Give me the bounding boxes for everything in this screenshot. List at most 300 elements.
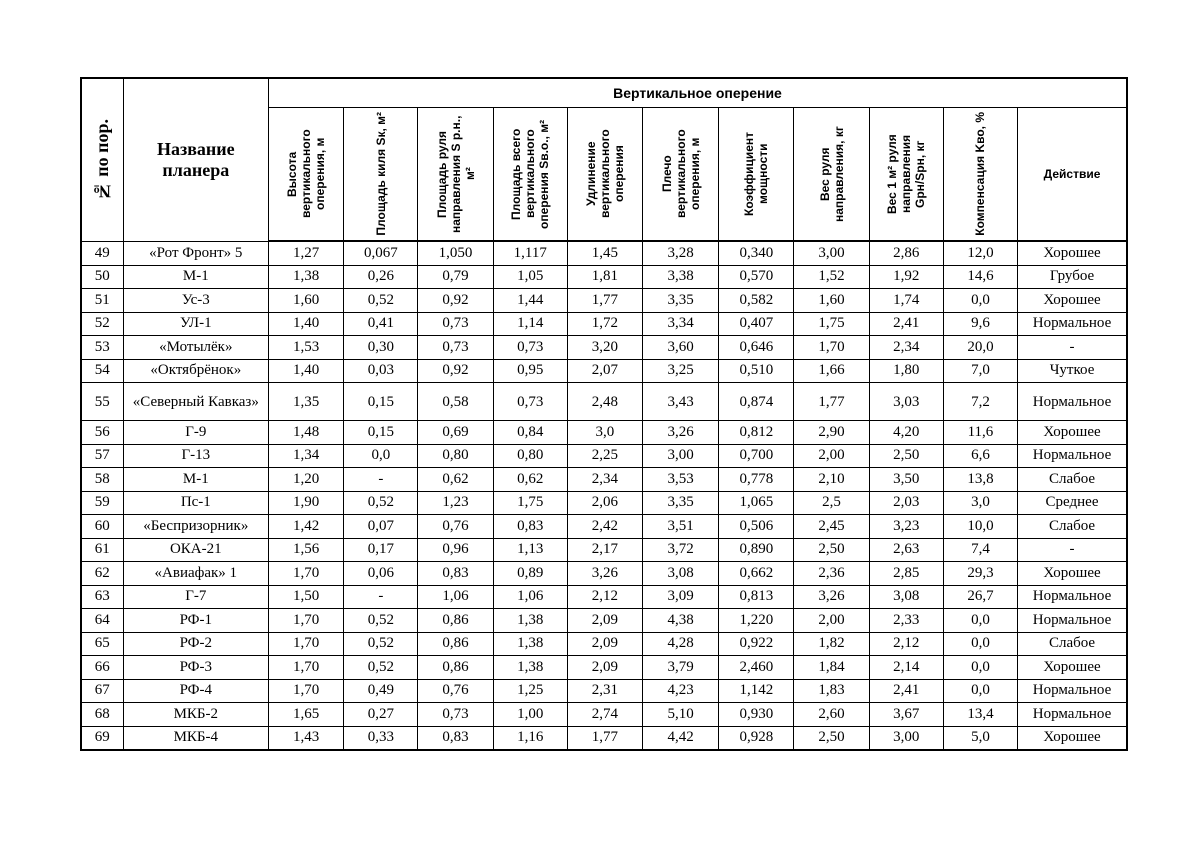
value-cell: 1,050 bbox=[418, 241, 493, 265]
header-col-1 bbox=[269, 108, 344, 242]
table-row bbox=[81, 336, 1127, 360]
value-cell: 3,50 bbox=[869, 468, 943, 492]
value-cell: 3,0 bbox=[567, 421, 642, 445]
action-cell: Хорошее bbox=[1018, 562, 1127, 586]
value-cell: 0,15 bbox=[344, 383, 418, 421]
value-cell: 1,48 bbox=[269, 421, 344, 445]
value-cell: 0,812 bbox=[719, 421, 794, 445]
glider-name-cell: «Рот Фронт» 5 bbox=[123, 241, 268, 265]
row-number-cell: 49 bbox=[81, 241, 123, 265]
action-cell: Чуткое bbox=[1018, 359, 1127, 383]
table-row bbox=[81, 585, 1127, 609]
action-cell: Хорошее bbox=[1018, 656, 1127, 680]
value-cell: 1,82 bbox=[794, 632, 869, 656]
value-cell: 0,73 bbox=[493, 383, 567, 421]
glider-name-cell: «Северный Кавказ» bbox=[123, 383, 268, 421]
value-cell: 12,0 bbox=[943, 241, 1017, 265]
value-cell: 1,220 bbox=[719, 609, 794, 633]
value-cell: 0,922 bbox=[719, 632, 794, 656]
value-cell: 4,28 bbox=[643, 632, 719, 656]
value-cell: 0,778 bbox=[719, 468, 794, 492]
value-cell: 2,60 bbox=[794, 703, 869, 727]
row-number-cell: 55 bbox=[81, 383, 123, 421]
header-number-label: № по пор. bbox=[92, 118, 113, 201]
value-cell: 1,27 bbox=[269, 241, 344, 265]
value-cell: 3,08 bbox=[869, 585, 943, 609]
header-col-1-label: Высота вертикального оперения, м bbox=[285, 129, 328, 219]
value-cell: 0,73 bbox=[418, 312, 493, 336]
value-cell: 2,31 bbox=[567, 679, 642, 703]
header-glider-name bbox=[123, 78, 268, 241]
value-cell: 0,52 bbox=[344, 491, 418, 515]
value-cell: 0,83 bbox=[493, 515, 567, 539]
value-cell: 0,58 bbox=[418, 383, 493, 421]
value-cell: 2,41 bbox=[869, 312, 943, 336]
header-col-5 bbox=[567, 108, 642, 242]
value-cell: 2,17 bbox=[567, 538, 642, 562]
value-cell: 0,07 bbox=[344, 515, 418, 539]
value-cell: 2,12 bbox=[869, 632, 943, 656]
value-cell: 1,38 bbox=[493, 632, 567, 656]
value-cell: 7,2 bbox=[943, 383, 1017, 421]
value-cell: 1,90 bbox=[269, 491, 344, 515]
value-cell: 1,44 bbox=[493, 289, 567, 313]
value-cell: 2,33 bbox=[869, 609, 943, 633]
value-cell: 3,43 bbox=[643, 383, 719, 421]
row-number-cell: 65 bbox=[81, 632, 123, 656]
header-glider-name-label: Название планера bbox=[156, 138, 235, 180]
value-cell: 1,38 bbox=[493, 609, 567, 633]
value-cell: 0,0 bbox=[943, 289, 1017, 313]
glider-name-cell: М-1 bbox=[123, 468, 268, 492]
value-cell: 2,5 bbox=[794, 491, 869, 515]
value-cell: 0,76 bbox=[418, 679, 493, 703]
table-row bbox=[81, 609, 1127, 633]
value-cell: 0,874 bbox=[719, 383, 794, 421]
value-cell: 2,03 bbox=[869, 491, 943, 515]
header-col-6 bbox=[643, 108, 719, 242]
table-row bbox=[81, 421, 1127, 445]
action-cell: - bbox=[1018, 538, 1127, 562]
action-cell: Хорошее bbox=[1018, 421, 1127, 445]
header-col-3 bbox=[418, 108, 493, 242]
glider-name-cell: Г-9 bbox=[123, 421, 268, 445]
table-row bbox=[81, 538, 1127, 562]
row-number-cell: 60 bbox=[81, 515, 123, 539]
row-number-cell: 62 bbox=[81, 562, 123, 586]
value-cell: 0,33 bbox=[344, 726, 418, 750]
header-col-2 bbox=[344, 108, 418, 242]
value-cell: 4,38 bbox=[643, 609, 719, 633]
row-number-cell: 61 bbox=[81, 538, 123, 562]
value-cell: 2,50 bbox=[794, 538, 869, 562]
row-number-cell: 54 bbox=[81, 359, 123, 383]
value-cell: 1,81 bbox=[567, 265, 642, 289]
value-cell: - bbox=[344, 585, 418, 609]
value-cell: 2,25 bbox=[567, 444, 642, 468]
value-cell: 1,70 bbox=[794, 336, 869, 360]
header-col-10 bbox=[943, 108, 1017, 242]
header-col-9 bbox=[869, 108, 943, 242]
value-cell: 0,06 bbox=[344, 562, 418, 586]
value-cell: 0,928 bbox=[719, 726, 794, 750]
value-cell: 2,00 bbox=[794, 444, 869, 468]
value-cell: 1,77 bbox=[567, 726, 642, 750]
value-cell: 1,53 bbox=[269, 336, 344, 360]
value-cell: 0,73 bbox=[418, 336, 493, 360]
glider-name-cell: «Беспризорник» bbox=[123, 515, 268, 539]
value-cell: 2,10 bbox=[794, 468, 869, 492]
value-cell: 2,460 bbox=[719, 656, 794, 680]
action-cell: Слабое bbox=[1018, 515, 1127, 539]
value-cell: 0,646 bbox=[719, 336, 794, 360]
value-cell: 1,70 bbox=[269, 656, 344, 680]
value-cell: 2,74 bbox=[567, 703, 642, 727]
row-number-cell: 50 bbox=[81, 265, 123, 289]
header-action bbox=[1018, 108, 1127, 242]
value-cell: 0,49 bbox=[344, 679, 418, 703]
value-cell: 2,34 bbox=[567, 468, 642, 492]
table-row bbox=[81, 359, 1127, 383]
value-cell: 1,70 bbox=[269, 562, 344, 586]
value-cell: 0,03 bbox=[344, 359, 418, 383]
table-row bbox=[81, 632, 1127, 656]
value-cell: 1,50 bbox=[269, 585, 344, 609]
value-cell: 0,17 bbox=[344, 538, 418, 562]
value-cell: 0,69 bbox=[418, 421, 493, 445]
value-cell: 0,27 bbox=[344, 703, 418, 727]
value-cell: 3,26 bbox=[643, 421, 719, 445]
value-cell: 1,117 bbox=[493, 241, 567, 265]
value-cell: 1,60 bbox=[794, 289, 869, 313]
header-col-7 bbox=[719, 108, 794, 242]
value-cell: 1,25 bbox=[493, 679, 567, 703]
value-cell: 1,84 bbox=[794, 656, 869, 680]
value-cell: 1,56 bbox=[269, 538, 344, 562]
value-cell: 3,00 bbox=[643, 444, 719, 468]
value-cell: 3,35 bbox=[643, 491, 719, 515]
header-col-8-label: Вес руля направления, кг bbox=[817, 126, 846, 222]
value-cell: 1,75 bbox=[794, 312, 869, 336]
glider-name-cell: РФ-2 bbox=[123, 632, 268, 656]
value-cell: 0,26 bbox=[344, 265, 418, 289]
value-cell: 2,14 bbox=[869, 656, 943, 680]
value-cell: 4,20 bbox=[869, 421, 943, 445]
value-cell: 2,48 bbox=[567, 383, 642, 421]
value-cell: 3,60 bbox=[643, 336, 719, 360]
glider-name-cell: РФ-1 bbox=[123, 609, 268, 633]
row-number-cell: 67 bbox=[81, 679, 123, 703]
value-cell: 0,15 bbox=[344, 421, 418, 445]
value-cell: 3,38 bbox=[643, 265, 719, 289]
value-cell: 2,07 bbox=[567, 359, 642, 383]
value-cell: 2,42 bbox=[567, 515, 642, 539]
row-number-cell: 57 bbox=[81, 444, 123, 468]
value-cell: 1,80 bbox=[869, 359, 943, 383]
value-cell: 0,0 bbox=[943, 679, 1017, 703]
value-cell: 0,52 bbox=[344, 632, 418, 656]
glider-name-cell: ОКА-21 bbox=[123, 538, 268, 562]
action-cell: Грубое bbox=[1018, 265, 1127, 289]
row-number-cell: 51 bbox=[81, 289, 123, 313]
value-cell: 0,407 bbox=[719, 312, 794, 336]
value-cell: 2,06 bbox=[567, 491, 642, 515]
value-cell: 0,52 bbox=[344, 656, 418, 680]
value-cell: 0,80 bbox=[418, 444, 493, 468]
value-cell: 1,75 bbox=[493, 491, 567, 515]
value-cell: 3,03 bbox=[869, 383, 943, 421]
value-cell: 0,84 bbox=[493, 421, 567, 445]
table-row bbox=[81, 491, 1127, 515]
value-cell: 1,65 bbox=[269, 703, 344, 727]
value-cell: 1,42 bbox=[269, 515, 344, 539]
value-cell: 11,6 bbox=[943, 421, 1017, 445]
action-cell: - bbox=[1018, 336, 1127, 360]
value-cell: 2,45 bbox=[794, 515, 869, 539]
value-cell: 0,30 bbox=[344, 336, 418, 360]
value-cell: 1,72 bbox=[567, 312, 642, 336]
row-number-cell: 66 bbox=[81, 656, 123, 680]
value-cell: 3,00 bbox=[794, 241, 869, 265]
value-cell: 0,506 bbox=[719, 515, 794, 539]
table-row bbox=[81, 726, 1127, 750]
value-cell: 1,14 bbox=[493, 312, 567, 336]
value-cell: 1,70 bbox=[269, 609, 344, 633]
value-cell: 1,77 bbox=[794, 383, 869, 421]
value-cell: 0,80 bbox=[493, 444, 567, 468]
row-number-cell: 56 bbox=[81, 421, 123, 445]
header-col-4 bbox=[493, 108, 567, 242]
value-cell: 0,92 bbox=[418, 359, 493, 383]
value-cell: 2,09 bbox=[567, 656, 642, 680]
value-cell: 0,340 bbox=[719, 241, 794, 265]
value-cell: 1,35 bbox=[269, 383, 344, 421]
value-cell: 2,85 bbox=[869, 562, 943, 586]
action-cell: Среднее bbox=[1018, 491, 1127, 515]
table-row bbox=[81, 383, 1127, 421]
value-cell: 3,67 bbox=[869, 703, 943, 727]
row-number-cell: 69 bbox=[81, 726, 123, 750]
value-cell: 3,00 bbox=[869, 726, 943, 750]
value-cell: 9,6 bbox=[943, 312, 1017, 336]
value-cell: 1,38 bbox=[269, 265, 344, 289]
header-number bbox=[81, 78, 123, 241]
header-col-2-label: Площадь киля Sк, м² bbox=[373, 112, 388, 236]
value-cell: 2,09 bbox=[567, 632, 642, 656]
action-cell: Хорошее bbox=[1018, 726, 1127, 750]
value-cell: 0,73 bbox=[418, 703, 493, 727]
value-cell: 3,72 bbox=[643, 538, 719, 562]
value-cell: 1,13 bbox=[493, 538, 567, 562]
value-cell: 7,4 bbox=[943, 538, 1017, 562]
row-number-cell: 53 bbox=[81, 336, 123, 360]
action-cell: Нормальное bbox=[1018, 444, 1127, 468]
row-number-cell: 68 bbox=[81, 703, 123, 727]
value-cell: 3,53 bbox=[643, 468, 719, 492]
value-cell: 2,36 bbox=[794, 562, 869, 586]
table-row bbox=[81, 562, 1127, 586]
value-cell: 0,86 bbox=[418, 656, 493, 680]
table-row bbox=[81, 444, 1127, 468]
value-cell: 0,700 bbox=[719, 444, 794, 468]
value-cell: 0,813 bbox=[719, 585, 794, 609]
value-cell: 0,62 bbox=[418, 468, 493, 492]
header-col-7-label: Коэффициент мощности bbox=[742, 131, 771, 217]
value-cell: 3,09 bbox=[643, 585, 719, 609]
glider-name-cell: «Октябрёнок» bbox=[123, 359, 268, 383]
value-cell: 3,34 bbox=[643, 312, 719, 336]
row-number-cell: 63 bbox=[81, 585, 123, 609]
table-row bbox=[81, 289, 1127, 313]
value-cell: 2,41 bbox=[869, 679, 943, 703]
value-cell: 3,28 bbox=[643, 241, 719, 265]
row-number-cell: 64 bbox=[81, 609, 123, 633]
value-cell: 3,26 bbox=[794, 585, 869, 609]
value-cell: 3,35 bbox=[643, 289, 719, 313]
value-cell: 1,52 bbox=[794, 265, 869, 289]
row-number-cell: 59 bbox=[81, 491, 123, 515]
value-cell: 0,76 bbox=[418, 515, 493, 539]
glider-name-cell: Пс-1 bbox=[123, 491, 268, 515]
action-cell: Нормальное bbox=[1018, 609, 1127, 633]
value-cell: 0,52 bbox=[344, 289, 418, 313]
value-cell: 20,0 bbox=[943, 336, 1017, 360]
glider-name-cell: М-1 bbox=[123, 265, 268, 289]
value-cell: 0,92 bbox=[418, 289, 493, 313]
value-cell: 7,0 bbox=[943, 359, 1017, 383]
value-cell: 0,0 bbox=[344, 444, 418, 468]
value-cell: 2,90 bbox=[794, 421, 869, 445]
glider-data-table bbox=[80, 77, 1128, 751]
value-cell: 1,06 bbox=[493, 585, 567, 609]
glider-name-cell: РФ-3 bbox=[123, 656, 268, 680]
table-row bbox=[81, 265, 1127, 289]
action-cell: Хорошее bbox=[1018, 289, 1127, 313]
value-cell: 3,0 bbox=[943, 491, 1017, 515]
value-cell: 0,067 bbox=[344, 241, 418, 265]
table-row bbox=[81, 515, 1127, 539]
value-cell: 2,63 bbox=[869, 538, 943, 562]
value-cell: 0,41 bbox=[344, 312, 418, 336]
glider-name-cell: Г-7 bbox=[123, 585, 268, 609]
glider-name-cell: Ус-3 bbox=[123, 289, 268, 313]
action-cell: Хорошее bbox=[1018, 241, 1127, 265]
value-cell: 0,83 bbox=[418, 726, 493, 750]
value-cell: 0,62 bbox=[493, 468, 567, 492]
value-cell: 1,45 bbox=[567, 241, 642, 265]
value-cell: 0,79 bbox=[418, 265, 493, 289]
value-cell: 3,20 bbox=[567, 336, 642, 360]
value-cell: 10,0 bbox=[943, 515, 1017, 539]
value-cell: 1,43 bbox=[269, 726, 344, 750]
value-cell: 0,73 bbox=[493, 336, 567, 360]
action-cell: Нормальное bbox=[1018, 703, 1127, 727]
value-cell: 1,83 bbox=[794, 679, 869, 703]
value-cell: 1,92 bbox=[869, 265, 943, 289]
action-cell: Слабое bbox=[1018, 468, 1127, 492]
value-cell: 0,930 bbox=[719, 703, 794, 727]
value-cell: 0,662 bbox=[719, 562, 794, 586]
header-col-5-label: Удлинение вертикального оперения bbox=[583, 129, 626, 219]
action-cell: Слабое bbox=[1018, 632, 1127, 656]
value-cell: 5,10 bbox=[643, 703, 719, 727]
value-cell: 1,70 bbox=[269, 632, 344, 656]
glider-name-cell: МКБ-4 bbox=[123, 726, 268, 750]
action-cell: Нормальное bbox=[1018, 679, 1127, 703]
value-cell: 3,26 bbox=[567, 562, 642, 586]
value-cell: 1,40 bbox=[269, 359, 344, 383]
value-cell: 6,6 bbox=[943, 444, 1017, 468]
value-cell: 3,08 bbox=[643, 562, 719, 586]
value-cell: 0,0 bbox=[943, 609, 1017, 633]
glider-name-cell: РФ-4 bbox=[123, 679, 268, 703]
table-row bbox=[81, 656, 1127, 680]
glider-name-cell: МКБ-2 bbox=[123, 703, 268, 727]
value-cell: 0,0 bbox=[943, 632, 1017, 656]
action-cell: Нормальное bbox=[1018, 585, 1127, 609]
value-cell: 4,42 bbox=[643, 726, 719, 750]
glider-name-cell: «Авиафак» 1 bbox=[123, 562, 268, 586]
value-cell: 2,86 bbox=[869, 241, 943, 265]
value-cell: 0,96 bbox=[418, 538, 493, 562]
header-col-10-label: Компенсация Kво, % bbox=[973, 112, 988, 236]
value-cell: 0,86 bbox=[418, 609, 493, 633]
value-cell: 2,12 bbox=[567, 585, 642, 609]
value-cell: 0,52 bbox=[344, 609, 418, 633]
value-cell: 1,142 bbox=[719, 679, 794, 703]
header-col-9-label: Вес 1 м² руля направления Gрн/Sрн, кг bbox=[885, 134, 928, 214]
header-col-6-label: Плечо вертикального оперения, м bbox=[659, 129, 702, 219]
value-cell: 1,38 bbox=[493, 656, 567, 680]
value-cell: 1,20 bbox=[269, 468, 344, 492]
value-cell: 1,34 bbox=[269, 444, 344, 468]
header-action-label: Действие bbox=[1043, 167, 1101, 181]
value-cell: 13,4 bbox=[943, 703, 1017, 727]
value-cell: 0,0 bbox=[943, 656, 1017, 680]
table-row bbox=[81, 241, 1127, 265]
value-cell: 0,86 bbox=[418, 632, 493, 656]
action-cell: Нормальное bbox=[1018, 383, 1127, 421]
header-vertical-tail-group: Вертикальное оперение bbox=[269, 78, 1127, 108]
value-cell: 2,09 bbox=[567, 609, 642, 633]
header-col-3-label: Площадь руля направления S р.н., м² bbox=[434, 115, 477, 233]
value-cell: 1,00 bbox=[493, 703, 567, 727]
value-cell: 5,0 bbox=[943, 726, 1017, 750]
value-cell: 2,50 bbox=[869, 444, 943, 468]
header-col-4-label: Площадь всего вертикального оперения Sв.о., м² bbox=[509, 119, 552, 229]
action-cell: Нормальное bbox=[1018, 312, 1127, 336]
value-cell: 1,74 bbox=[869, 289, 943, 313]
table-row bbox=[81, 468, 1127, 492]
row-number-cell: 58 bbox=[81, 468, 123, 492]
value-cell: 0,89 bbox=[493, 562, 567, 586]
glider-name-cell: УЛ-1 bbox=[123, 312, 268, 336]
value-cell: 1,05 bbox=[493, 265, 567, 289]
value-cell: 1,70 bbox=[269, 679, 344, 703]
table-row bbox=[81, 312, 1127, 336]
value-cell: 1,23 bbox=[418, 491, 493, 515]
value-cell: 3,79 bbox=[643, 656, 719, 680]
value-cell: 1,16 bbox=[493, 726, 567, 750]
value-cell: 1,40 bbox=[269, 312, 344, 336]
value-cell: 1,60 bbox=[269, 289, 344, 313]
value-cell: 29,3 bbox=[943, 562, 1017, 586]
row-number-cell: 52 bbox=[81, 312, 123, 336]
header-col-8 bbox=[794, 108, 869, 242]
value-cell: 3,25 bbox=[643, 359, 719, 383]
glider-name-cell: Г-13 bbox=[123, 444, 268, 468]
value-cell: 0,890 bbox=[719, 538, 794, 562]
